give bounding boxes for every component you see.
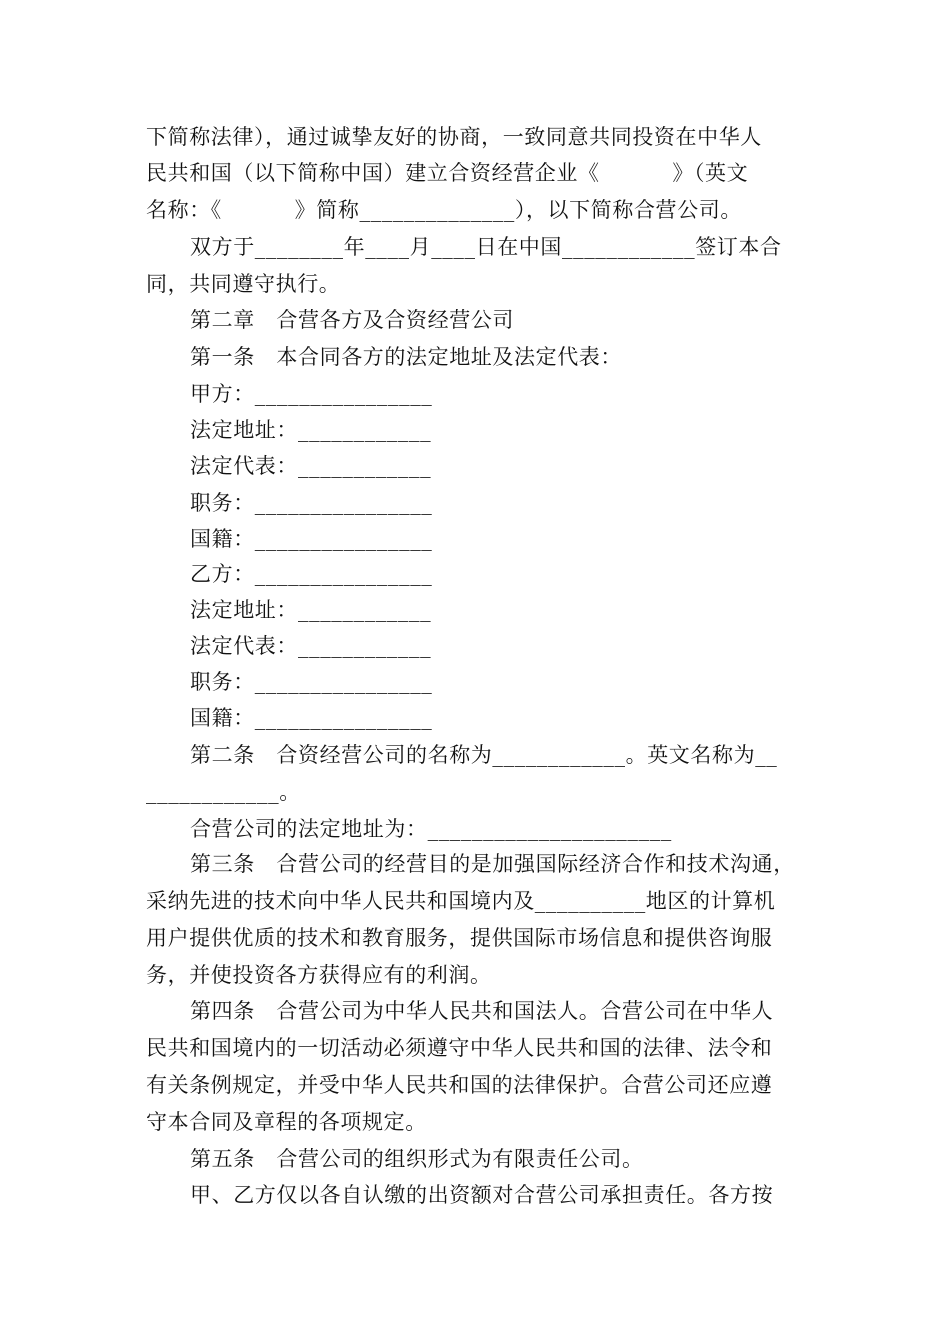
text-line: 合营公司的法定地址为：______________________ [190, 817, 672, 841]
text-line: 用户提供优质的技术和教育服务，提供国际市场信息和提供咨询服 [146, 926, 773, 950]
text-line: 民共和国境内的一切活动必须遵守中华人民共和国的法律、法令和 [146, 1036, 773, 1060]
text-line: 有关条例规定，并受中华人民共和国的法律保护。合营公司还应遵 [146, 1073, 773, 1097]
text-line: 名称：《 》简称______________），以下简称合营公司。 [146, 198, 742, 222]
text-line: 甲、乙方仅以各自认缴的出资额对合营公司承担责任。各方按 [190, 1183, 774, 1207]
text-line: 下简称法律），通过诚挚友好的协商，一致同意共同投资在中华人 [146, 125, 762, 149]
form-field-position: 职务：________________ [190, 670, 433, 694]
form-field-legal-representative: 法定代表：____________ [190, 634, 432, 658]
text-line: 守本合同及章程的各项规定。 [146, 1110, 427, 1134]
text-line: 务，并使投资各方获得应有的利润。 [146, 963, 492, 987]
text-line: 同，共同遵守执行。 [146, 272, 341, 296]
text-line: 第五条 合营公司的组织形式为有限责任公司。 [190, 1147, 644, 1171]
chapter-heading: 第二章 合营各方及合资经营公司 [190, 308, 514, 332]
form-field-position: 职务：________________ [190, 491, 433, 515]
form-field-nationality: 国籍：________________ [190, 706, 433, 730]
form-field-legal-representative: 法定代表：____________ [190, 454, 432, 478]
text-line: 第三条 合营公司的经营目的是加强国际经济合作和技术沟通， [190, 852, 795, 876]
text-line: 民共和国（以下简称中国）建立合资经营企业《 》（英文 [146, 161, 749, 185]
text-line: 第二条 合资经营公司的名称为____________。英文名称为__ [190, 743, 778, 767]
form-field-party-a: 甲方：________________ [190, 382, 433, 406]
form-field-nationality: 国籍：________________ [190, 527, 433, 551]
form-field-legal-address: 法定地址：____________ [190, 598, 432, 622]
article-heading: 第一条 本合同各方的法定地址及法定代表： [190, 345, 622, 369]
text-line: ____________。 [146, 780, 301, 804]
text-line: 第四条 合营公司为中华人民共和国法人。合营公司在中华人 [190, 999, 774, 1023]
text-line: 采纳先进的技术向中华人民共和国境内及__________地区的计算机 [146, 889, 776, 913]
text-line: 双方于________年____月____日在中国____________签订本合 [190, 235, 782, 259]
form-field-party-b: 乙方：________________ [190, 562, 433, 586]
form-field-legal-address: 法定地址：____________ [190, 418, 432, 442]
